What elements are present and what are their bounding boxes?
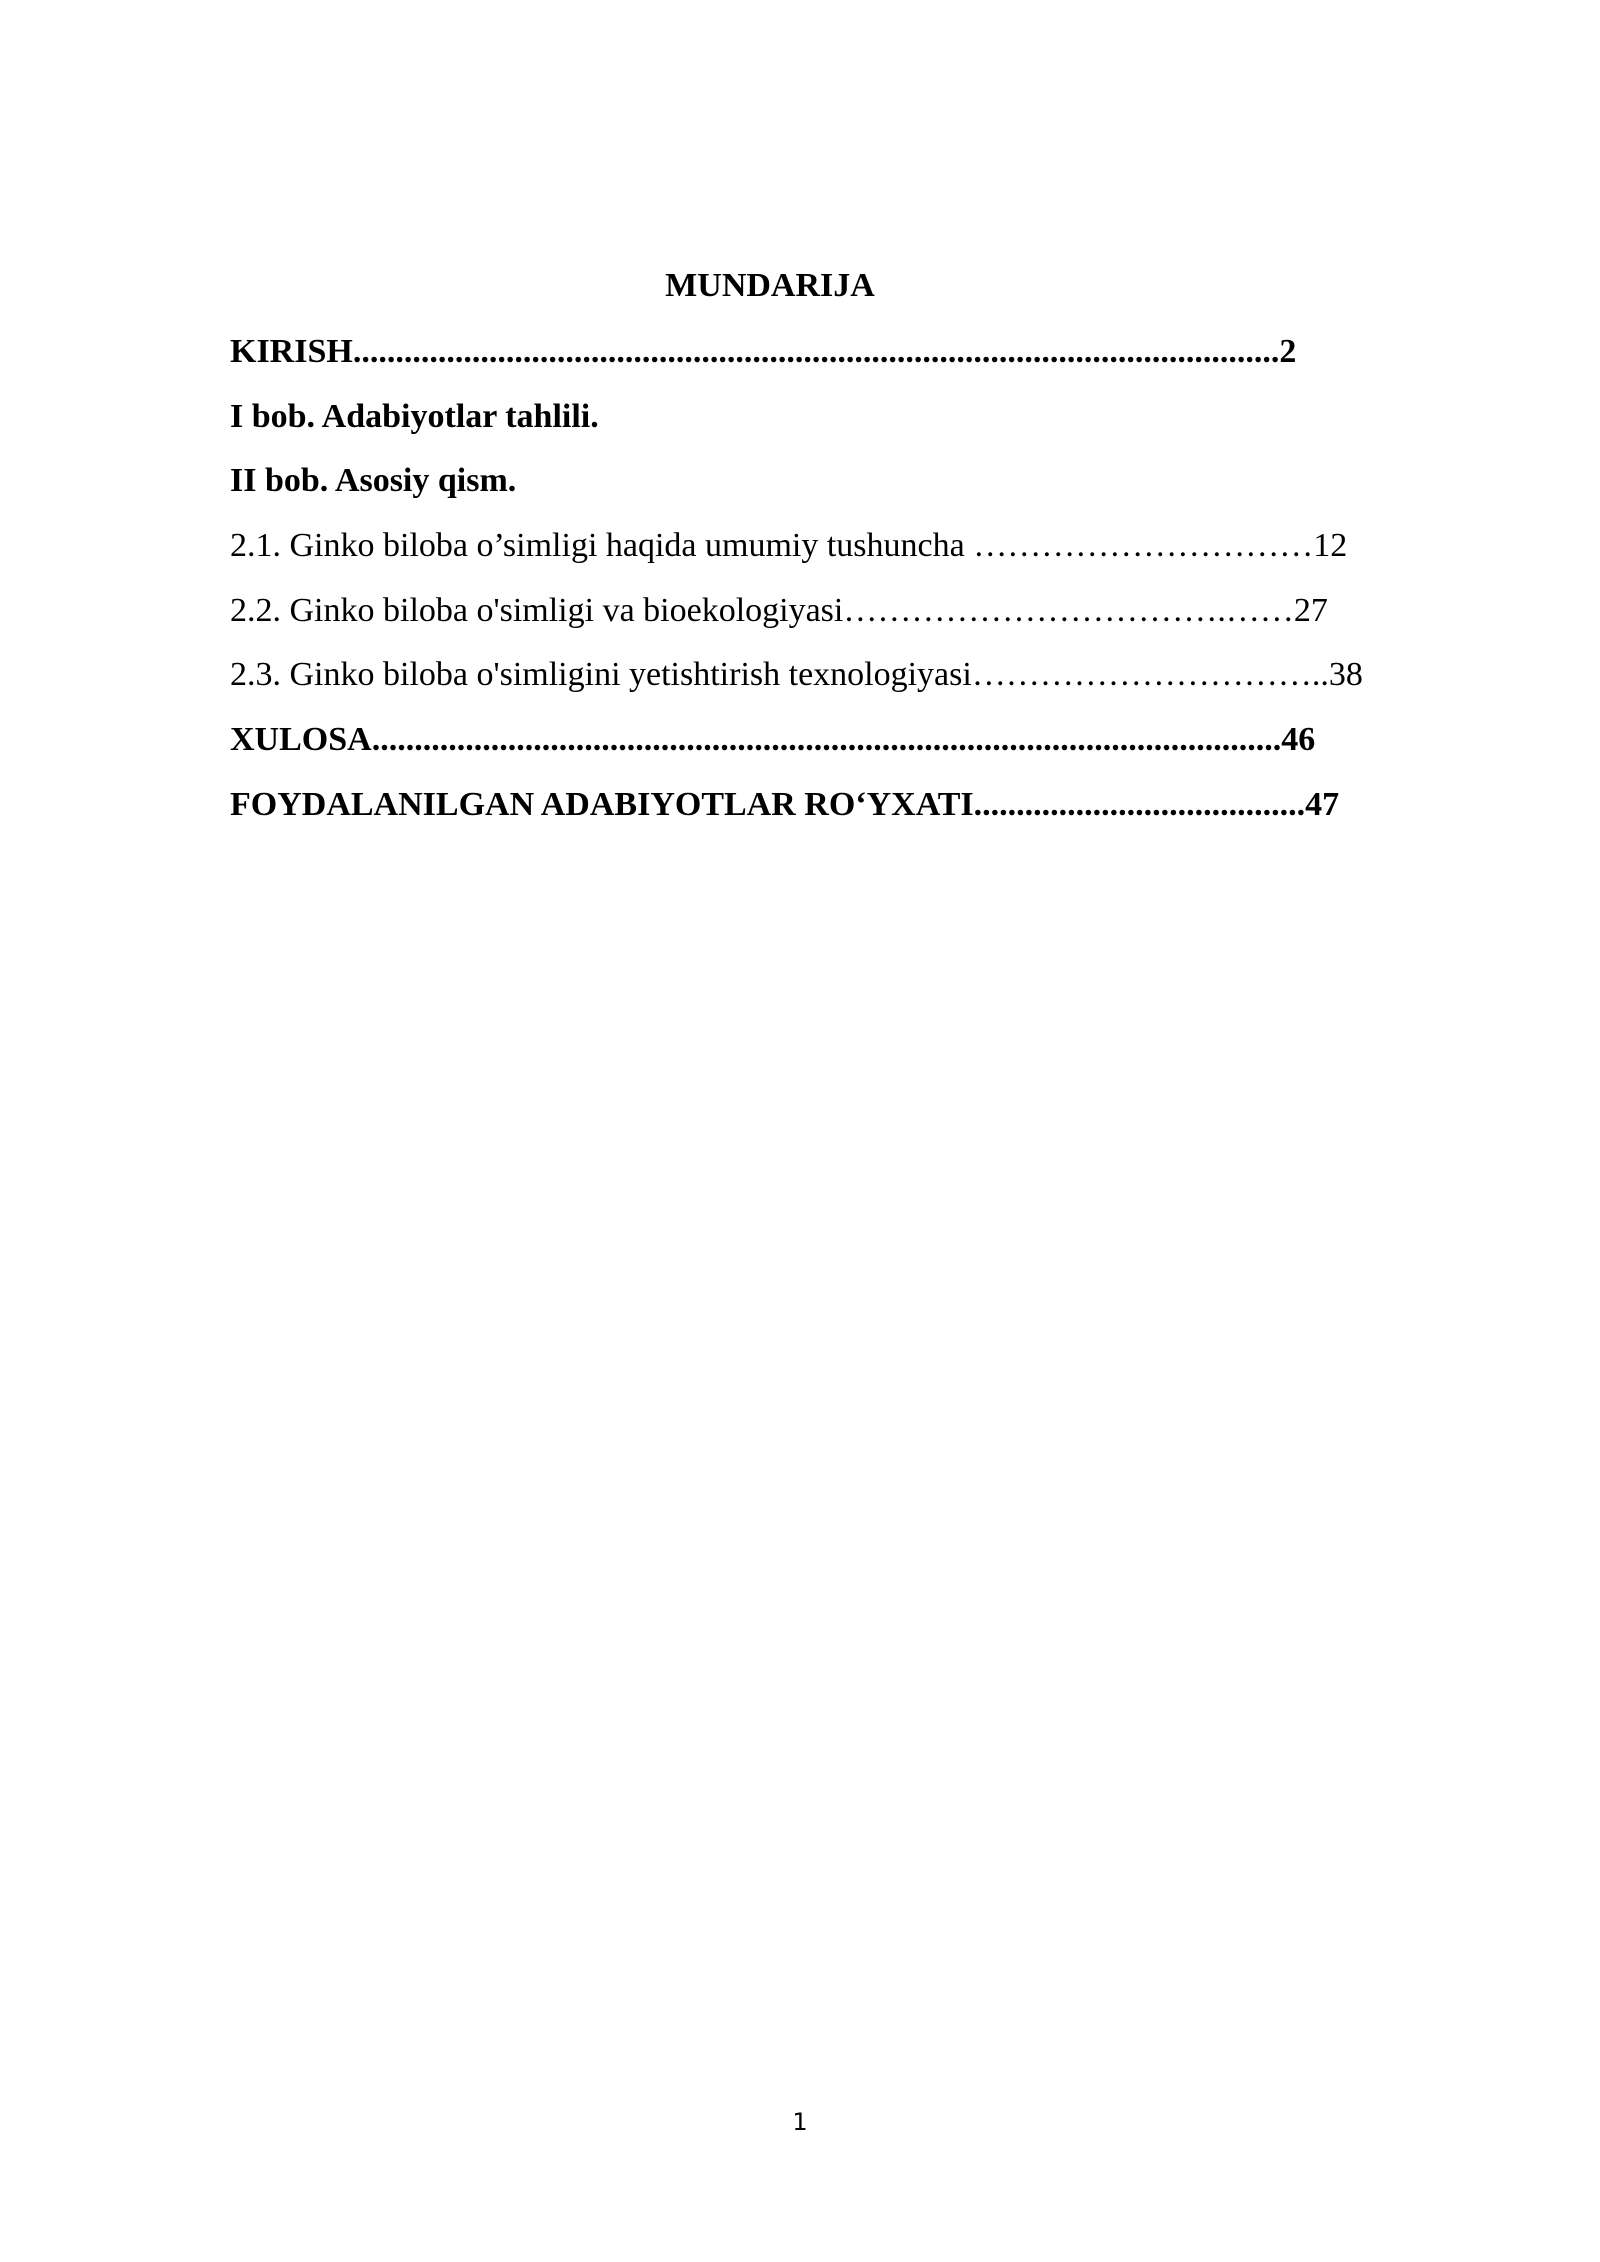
- toc-entry-kirish: KIRISH.............................................................................................................2: [230, 333, 1297, 370]
- toc-entry-chapter-1: I bob. Adabiyotlar tahlili.: [230, 398, 599, 435]
- toc-entry-section-2-2: 2.2. Ginko biloba o'simligi va bioekologiyasi…………………………….……27: [230, 592, 1328, 629]
- toc-entry-xulosa: XULOSA...........................................................................................................46: [230, 721, 1316, 758]
- page-number: 1: [792, 2108, 808, 2136]
- toc-entry-chapter-2: II bob. Asosiy qism.: [230, 462, 517, 499]
- toc-entry-section-2-3: 2.3. Ginko biloba o'simligini yetishtirish texnologiyasi…………………………..38: [230, 656, 1363, 693]
- toc-entry-references: FOYDALANILGAN ADABIYOTLAR RO‘YXATI.......................................47: [230, 786, 1340, 823]
- toc-entry-section-2-1: 2.1. Ginko biloba o’simligi haqida umumiy tushuncha …………………………12: [230, 527, 1348, 564]
- toc-title: MUNDARIJA: [665, 267, 875, 304]
